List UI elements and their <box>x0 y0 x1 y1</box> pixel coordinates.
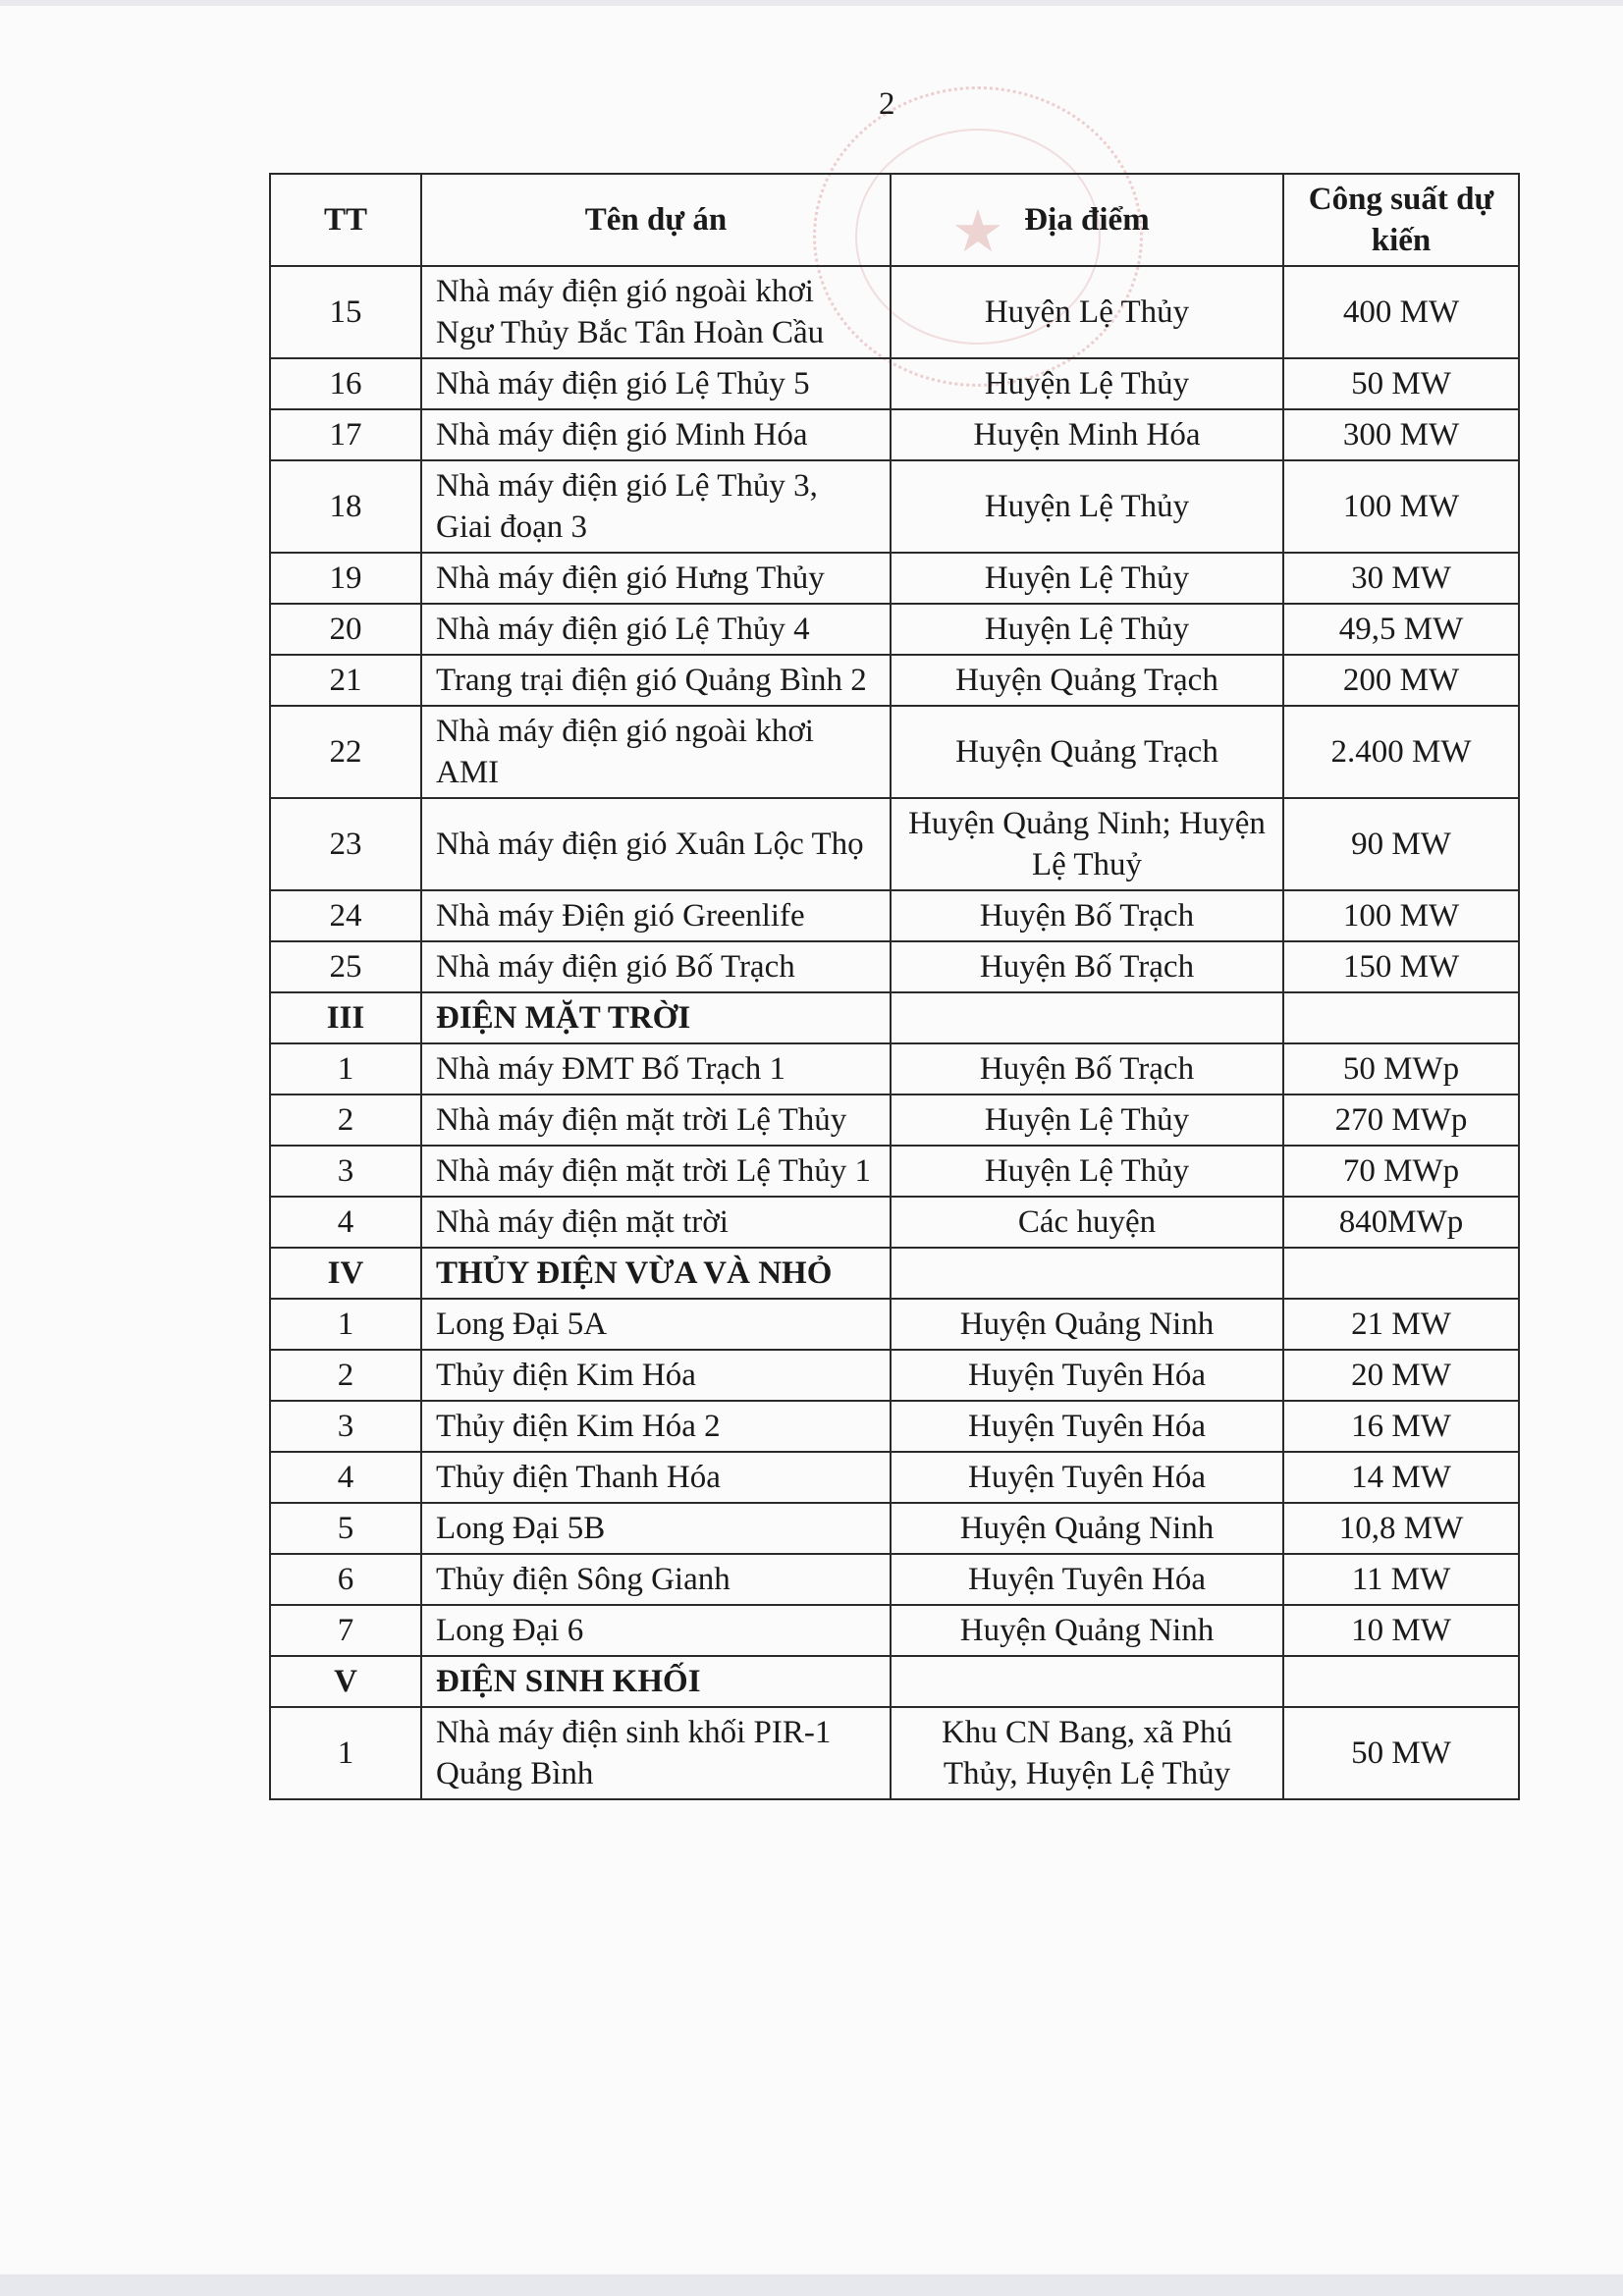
cell-location: Huyện Tuyên Hóa <box>891 1554 1283 1605</box>
cell-capacity: 400 MW <box>1283 266 1519 358</box>
section-row <box>270 1656 1519 1707</box>
cell-capacity: 70 MWp <box>1283 1146 1519 1197</box>
cell-capacity: 10,8 MW <box>1283 1503 1519 1554</box>
table-row <box>270 553 1519 604</box>
cell-capacity: 50 MWp <box>1283 1043 1519 1095</box>
cell-location: Huyện Quảng Ninh <box>891 1299 1283 1350</box>
cell-location: Huyện Tuyên Hóa <box>891 1350 1283 1401</box>
cell-tt: 23 <box>270 798 421 890</box>
cell-tt: 19 <box>270 553 421 604</box>
header-tt: TT <box>270 174 421 266</box>
cell-capacity <box>1283 1656 1519 1707</box>
cell-location: Huyện Quảng Ninh; Huyện Lệ Thuỷ <box>891 798 1283 890</box>
cell-capacity: 200 MW <box>1283 655 1519 706</box>
header-project-name: Tên dự án <box>421 174 891 266</box>
cell-project-name: Trang trại điện gió Quảng Bình 2 <box>421 655 891 706</box>
section-row <box>270 1248 1519 1299</box>
table-row <box>270 1299 1519 1350</box>
cell-location: Huyện Bố Trạch <box>891 941 1283 992</box>
cell-project-name: ĐIỆN MẶT TRỜI <box>421 992 891 1043</box>
cell-tt: 17 <box>270 409 421 460</box>
cell-project-name: Thủy điện Kim Hóa <box>421 1350 891 1401</box>
cell-project-name: Long Đại 6 <box>421 1605 891 1656</box>
cell-tt: 1 <box>270 1299 421 1350</box>
cell-capacity: 100 MW <box>1283 890 1519 941</box>
table-row <box>270 1350 1519 1401</box>
cell-location: Huyện Lệ Thủy <box>891 358 1283 409</box>
cell-tt: 5 <box>270 1503 421 1554</box>
seal-star-icon: ★ <box>951 199 1004 264</box>
cell-tt: 16 <box>270 358 421 409</box>
cell-location: Huyện Bố Trạch <box>891 890 1283 941</box>
cell-location: Các huyện <box>891 1197 1283 1248</box>
cell-location: Khu CN Bang, xã Phú Thủy, Huyện Lệ Thủy <box>891 1707 1283 1799</box>
cell-tt: 15 <box>270 266 421 358</box>
cell-project-name: Nhà máy điện mặt trời Lệ Thủy 1 <box>421 1146 891 1197</box>
cell-location: Huyện Tuyên Hóa <box>891 1452 1283 1503</box>
cell-location: Huyện Quảng Ninh <box>891 1503 1283 1554</box>
cell-location: Huyện Lệ Thủy <box>891 460 1283 553</box>
cell-tt: 2 <box>270 1095 421 1146</box>
section-row <box>270 992 1519 1043</box>
cell-project-name: THỦY ĐIỆN VỪA VÀ NHỎ <box>421 1248 891 1299</box>
cell-location: Huyện Quảng Ninh <box>891 1605 1283 1656</box>
cell-tt: 3 <box>270 1146 421 1197</box>
cell-tt: 21 <box>270 655 421 706</box>
cell-capacity <box>1283 992 1519 1043</box>
table-row <box>270 1197 1519 1248</box>
cell-location: Huyện Lệ Thủy <box>891 1095 1283 1146</box>
cell-tt: 2 <box>270 1350 421 1401</box>
table-row <box>270 1554 1519 1605</box>
cell-location: Huyện Lệ Thủy <box>891 266 1283 358</box>
cell-location <box>891 992 1283 1043</box>
cell-capacity: 20 MW <box>1283 1350 1519 1401</box>
cell-capacity: 100 MW <box>1283 460 1519 553</box>
cell-tt: 20 <box>270 604 421 655</box>
cell-location: Huyện Lệ Thủy <box>891 1146 1283 1197</box>
cell-capacity: 270 MWp <box>1283 1095 1519 1146</box>
cell-tt: 1 <box>270 1043 421 1095</box>
cell-tt: 4 <box>270 1197 421 1248</box>
cell-tt: III <box>270 992 421 1043</box>
table-row <box>270 1503 1519 1554</box>
cell-capacity: 840MWp <box>1283 1197 1519 1248</box>
cell-tt: 18 <box>270 460 421 553</box>
cell-project-name: Nhà máy điện gió Lệ Thủy 4 <box>421 604 891 655</box>
page-number: 2 <box>879 86 895 122</box>
scan-bottom-edge <box>0 2274 1623 2296</box>
table-body <box>270 266 1519 1799</box>
cell-capacity: 2.400 MW <box>1283 706 1519 798</box>
scan-top-edge <box>0 0 1623 6</box>
cell-project-name: Nhà máy điện gió Bố Trạch <box>421 941 891 992</box>
table-header-row <box>270 174 1519 266</box>
cell-location: Huyện Lệ Thủy <box>891 604 1283 655</box>
cell-tt: 22 <box>270 706 421 798</box>
header-location: Địa điểm <box>891 174 1283 266</box>
table-row <box>270 1605 1519 1656</box>
table-row <box>270 358 1519 409</box>
header-capacity: Công suất dự kiến <box>1283 174 1519 266</box>
cell-location <box>891 1656 1283 1707</box>
cell-capacity: 300 MW <box>1283 409 1519 460</box>
cell-location: Huyện Minh Hóa <box>891 409 1283 460</box>
cell-location: Huyện Quảng Trạch <box>891 655 1283 706</box>
cell-tt: 1 <box>270 1707 421 1799</box>
cell-capacity: 50 MW <box>1283 1707 1519 1799</box>
cell-capacity: 30 MW <box>1283 553 1519 604</box>
table-row <box>270 1043 1519 1095</box>
cell-project-name: Nhà máy điện gió Xuân Lộc Thọ <box>421 798 891 890</box>
cell-project-name: Nhà máy điện gió Minh Hóa <box>421 409 891 460</box>
cell-project-name: Thủy điện Thanh Hóa <box>421 1452 891 1503</box>
cell-capacity: 16 MW <box>1283 1401 1519 1452</box>
cell-project-name: Nhà máy điện gió ngoài khơi Ngư Thủy Bắc Tân Hoàn Cầu <box>421 266 891 358</box>
table-row <box>270 941 1519 992</box>
table-row <box>270 1146 1519 1197</box>
cell-project-name: Nhà máy điện sinh khối PIR-1 Quảng Bình <box>421 1707 891 1799</box>
cell-capacity: 50 MW <box>1283 358 1519 409</box>
cell-capacity: 49,5 MW <box>1283 604 1519 655</box>
cell-tt: 7 <box>270 1605 421 1656</box>
table-row <box>270 604 1519 655</box>
cell-tt: 3 <box>270 1401 421 1452</box>
cell-tt: 6 <box>270 1554 421 1605</box>
cell-location: Huyện Bố Trạch <box>891 1043 1283 1095</box>
cell-location: Huyện Tuyên Hóa <box>891 1401 1283 1452</box>
cell-project-name: Nhà máy điện mặt trời Lệ Thủy <box>421 1095 891 1146</box>
table-row <box>270 1401 1519 1452</box>
table-row <box>270 460 1519 553</box>
cell-project-name: Nhà máy ĐMT Bố Trạch 1 <box>421 1043 891 1095</box>
table-row <box>270 1707 1519 1799</box>
cell-tt: V <box>270 1656 421 1707</box>
cell-location: Huyện Quảng Trạch <box>891 706 1283 798</box>
project-table <box>269 173 1520 1800</box>
cell-capacity: 90 MW <box>1283 798 1519 890</box>
cell-tt: IV <box>270 1248 421 1299</box>
cell-project-name: Nhà máy điện gió Lệ Thủy 5 <box>421 358 891 409</box>
cell-location <box>891 1248 1283 1299</box>
cell-project-name: Nhà máy điện gió Lệ Thủy 3, Giai đoạn 3 <box>421 460 891 553</box>
cell-project-name: Thủy điện Sông Gianh <box>421 1554 891 1605</box>
table-row <box>270 266 1519 358</box>
cell-tt: 4 <box>270 1452 421 1503</box>
cell-project-name: Nhà máy Điện gió Greenlife <box>421 890 891 941</box>
table-row <box>270 1095 1519 1146</box>
cell-capacity: 11 MW <box>1283 1554 1519 1605</box>
cell-capacity: 14 MW <box>1283 1452 1519 1503</box>
cell-location: Huyện Lệ Thủy <box>891 553 1283 604</box>
cell-capacity: 10 MW <box>1283 1605 1519 1656</box>
cell-project-name: Nhà máy điện gió Hưng Thủy <box>421 553 891 604</box>
cell-capacity: 21 MW <box>1283 1299 1519 1350</box>
cell-project-name: ĐIỆN SINH KHỐI <box>421 1656 891 1707</box>
table-row <box>270 798 1519 890</box>
table-row <box>270 706 1519 798</box>
cell-capacity: 150 MW <box>1283 941 1519 992</box>
cell-capacity <box>1283 1248 1519 1299</box>
cell-project-name: Long Đại 5B <box>421 1503 891 1554</box>
cell-tt: 24 <box>270 890 421 941</box>
cell-project-name: Long Đại 5A <box>421 1299 891 1350</box>
cell-project-name: Nhà máy điện mặt trời <box>421 1197 891 1248</box>
table-row <box>270 655 1519 706</box>
table-row <box>270 409 1519 460</box>
table-row <box>270 890 1519 941</box>
cell-project-name: Nhà máy điện gió ngoài khơi AMI <box>421 706 891 798</box>
cell-project-name: Thủy điện Kim Hóa 2 <box>421 1401 891 1452</box>
cell-tt: 25 <box>270 941 421 992</box>
table-row <box>270 1452 1519 1503</box>
